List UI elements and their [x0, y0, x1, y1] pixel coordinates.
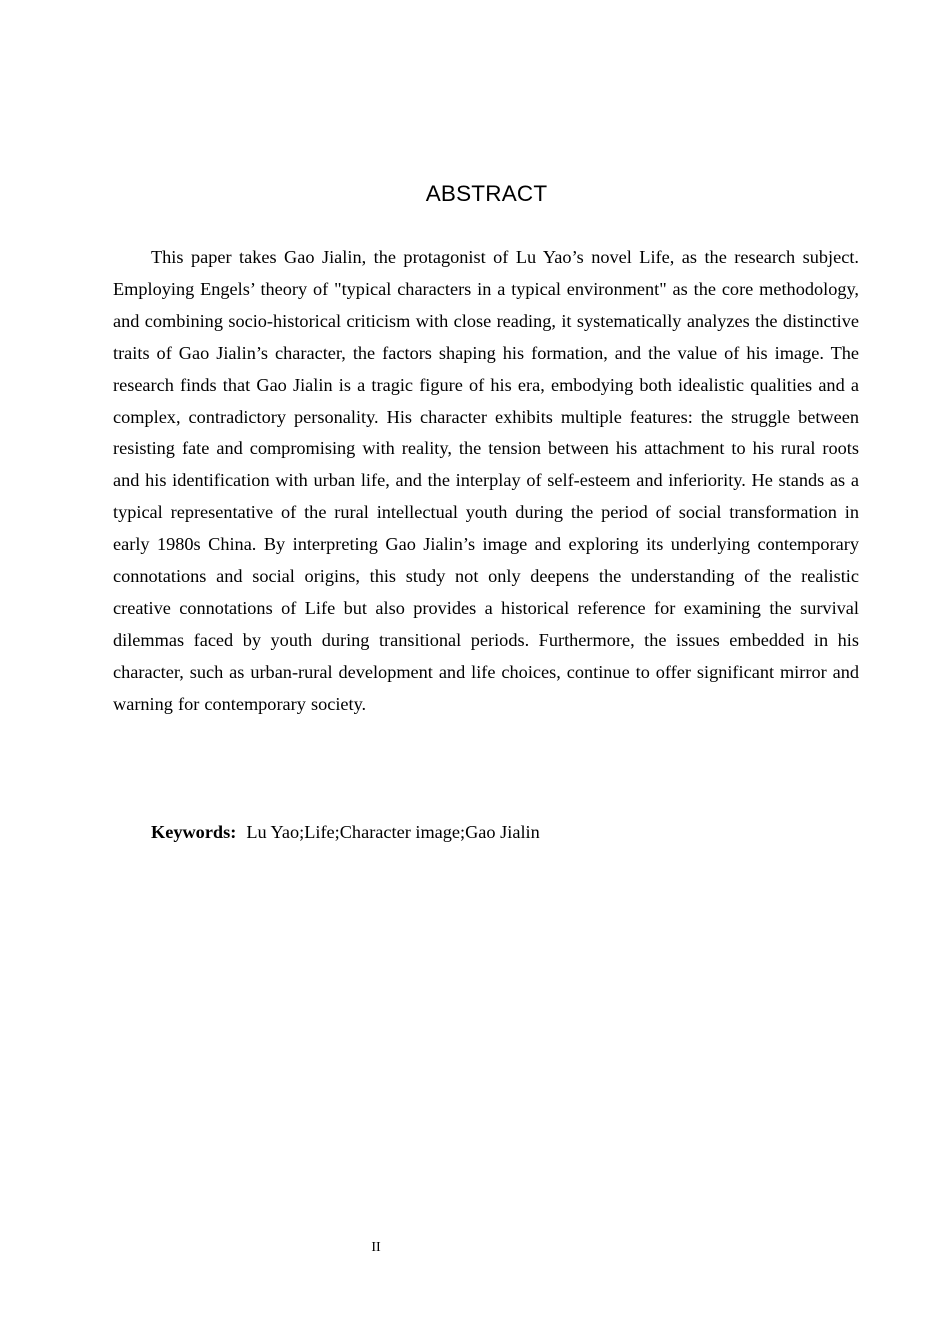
keywords-line [151, 816, 540, 848]
abstract-title: ABSTRACT [425, 181, 548, 206]
abstract-body: This paper takes Gao Jialin, the protagonist of Lu Yao’s novel Life, as the research subject. Employing Engels’ theory of "typical characters in a typical environment" as the core methodology, and combining socio-historical criticism with close reading, it systematically analyzes the distinctive traits of Gao Jialin’s character, the factors shaping his formation, and the value of his image. The research finds that Gao Jialin is a tragic figure of his era, embodying both idealistic qualities and a complex, contradictory personality. His character exhibits multiple features: the struggle between resisting fate and compromising with reality, the tension between his attachment to his rural roots and his identification with urban life, and the interplay of self-esteem and inferiority. He stands as a typical representative of the rural intellectual youth during the period of social transformation in early 1980s China. By interpreting Gao Jialin’s image and exploring its underlying contemporary connotations and social origins, this study not only deepens the understanding of the realistic creative connotations of Life but also provides a historical reference for examining the survival dilemmas faced by youth during transitional periods. Furthermore, the issues embedded in his character, such as urban-rural development and life choices, continue to offer significant mirror and warning for contemporary society. [113, 247, 859, 714]
keywords-label: Keywords: [151, 822, 237, 842]
keywords-value: Lu Yao;Life;Character image;Gao Jialin [246, 822, 540, 842]
page-number: II [371, 1240, 381, 1255]
